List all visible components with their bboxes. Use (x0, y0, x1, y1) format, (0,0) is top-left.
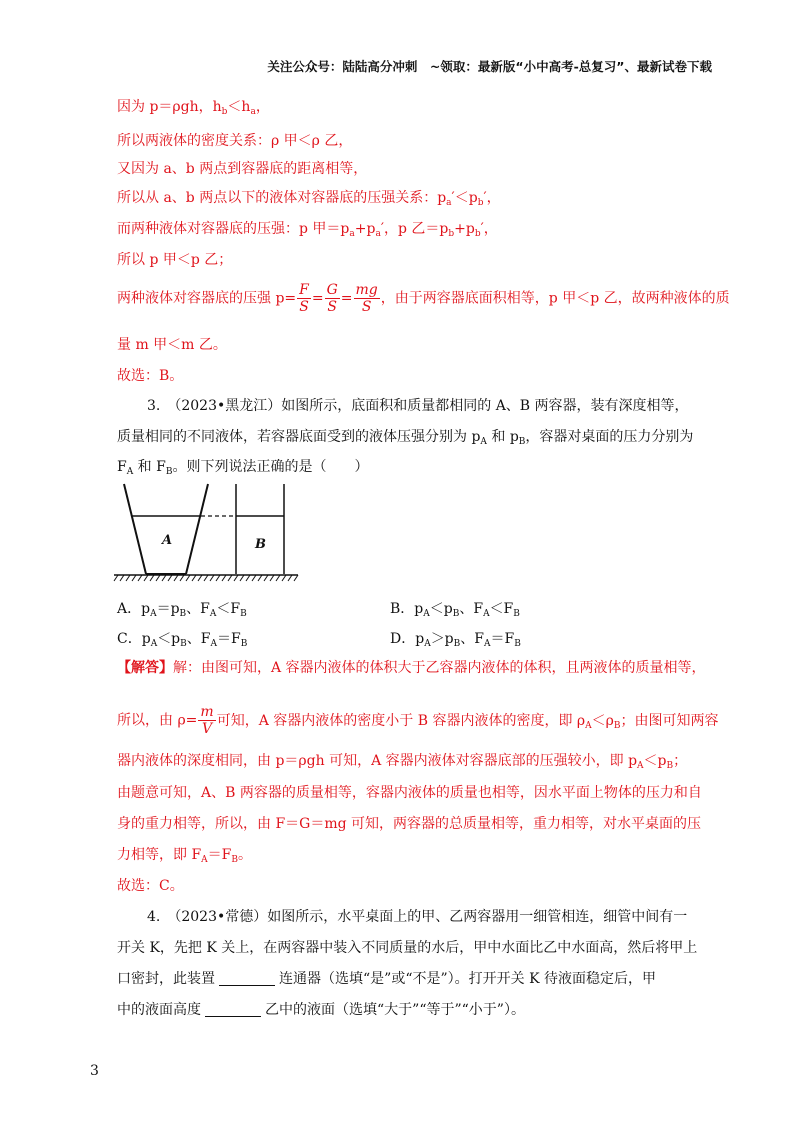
solution-line-formula: 所以，由 ρ= $\frac{m}{V}$ 可知，A 容器内液体的密度小于 B 容器内液体的密度，即 $\rho_A<\rho_B$；由图可知两容 (117, 704, 719, 737)
question-4-stem: 4. （2023•常德）如图所示，水平桌面上的甲、乙两容器用一细管相连，细管中间有一 (147, 909, 688, 925)
solution-line-formula: 两种液体对容器底的压强 p= $\frac{F}{S}$ = $\frac{G}{S}$ = $\frac{mg}{S}$ ，由于两容器底面积相等，p 甲＜p 乙，故两种液体的质 (117, 282, 730, 315)
question-4-stem: 开关 K，先把 K 关上，在两容器中装入不同质量的水后，甲中水面比乙中水面高，然后将甲上 (117, 940, 698, 956)
answer-line: 故选：B。 (117, 368, 184, 384)
solution-line: 所以 p 甲＜p 乙； (117, 252, 233, 268)
container-a-label: A (162, 533, 173, 548)
answer-line: 故选：C。 (117, 878, 184, 894)
question-4-stem: 口密封，此装置 连通器（选填“是”或“不是”）。打开开关 K 待液面稳定后，甲 (117, 971, 656, 987)
solution-line: 又因为 a、b 两点到容器底的距离相等， (117, 161, 368, 177)
solution-line: 器内液体的深度相同，由 p＝ρgh 可知，A 容器内液体对容器底部的压强较小，即 $p_A<p_B$； (117, 753, 688, 771)
question-3-stem: 3. （2023•黑龙江）如图所示，底面积和质量都相同的 A、B 两容器，装有深度相等， (147, 398, 689, 414)
page-number: 3 (90, 1063, 99, 1079)
option-c[interactable]: C．$p_A<p_B$、$F_A=F_B$ (117, 631, 248, 649)
fill-blank-2[interactable] (205, 1002, 261, 1017)
fraction-g-over-s: $\frac{G}{S}$ (326, 282, 338, 315)
container-b-label: B (255, 537, 266, 552)
solution-line: 身的重力相等，所以，由 F＝G＝mg 可知，两容器的总质量相等，重力相等，对水平桌面的压 (117, 816, 702, 832)
fraction-f-over-s: $\frac{F}{S}$ (299, 282, 309, 315)
solution-line: 因为 p＝ρgh，$h_b<h_a$， (117, 99, 270, 117)
page-header: 关注公众号：陆陆高分冲刺 ~领取：最新版“小中高考-总复习”、最新试卷下载 (267, 59, 712, 74)
solution-line: 而两种液体对容器底的压强：p 甲$=p_a+p_a'$，p 乙$=p_b+p_b'$， (117, 221, 498, 239)
solution-line: 【解答】解：由图可知，A 容器内液体的体积大于乙容器内液体的体积，且两液体的质量相等， (117, 660, 706, 676)
option-a[interactable]: A．$p_A=p_B$、$F_A<F_B$ (117, 601, 247, 619)
question-3-stem: 质量相同的不同液体，若容器底面受到的液体压强分别为 $p_A$ 和 $p_B$，容器对桌面的压力分别为 (117, 429, 694, 447)
option-b[interactable]: B．$p_A<p_B$、$F_A<F_B$ (390, 601, 520, 619)
solution-line: 由题意可知，A、B 两容器的质量相等，容器内液体的质量也相等，因水平面上物体的压力和自 (117, 785, 702, 801)
solution-line: 所以从 a、b 两点以下的液体对容器底的压强关系：$p_a'<p_b'$， (117, 190, 501, 208)
table-hatching (114, 575, 298, 581)
container-a-right-wall (186, 484, 208, 574)
question-4-stem: 中的液面高度 乙中的液面（选填“大于”“等于”“小于”）。 (117, 1002, 525, 1018)
option-d[interactable]: D．$p_A>p_B$、$F_A=F_B$ (390, 631, 521, 649)
containers-figure (112, 482, 302, 582)
fraction-mg-over-s: $\frac{mg}{S}$ (355, 282, 378, 315)
solution-line: 力相等，即 $F_A=F_B$。 (117, 847, 253, 865)
container-a-left-wall (124, 484, 146, 574)
question-3-stem: $F_A$ 和 $F_B$。则下列说法正确的是（ ） (117, 459, 369, 477)
fraction-m-over-v: $\frac{m}{V}$ (200, 704, 214, 737)
solution-line: 所以两液体的密度关系：ρ 甲＜ρ 乙， (117, 133, 353, 149)
solution-line: 量 m 甲＜m 乙。 (117, 337, 227, 353)
fill-blank-1[interactable] (219, 971, 275, 986)
